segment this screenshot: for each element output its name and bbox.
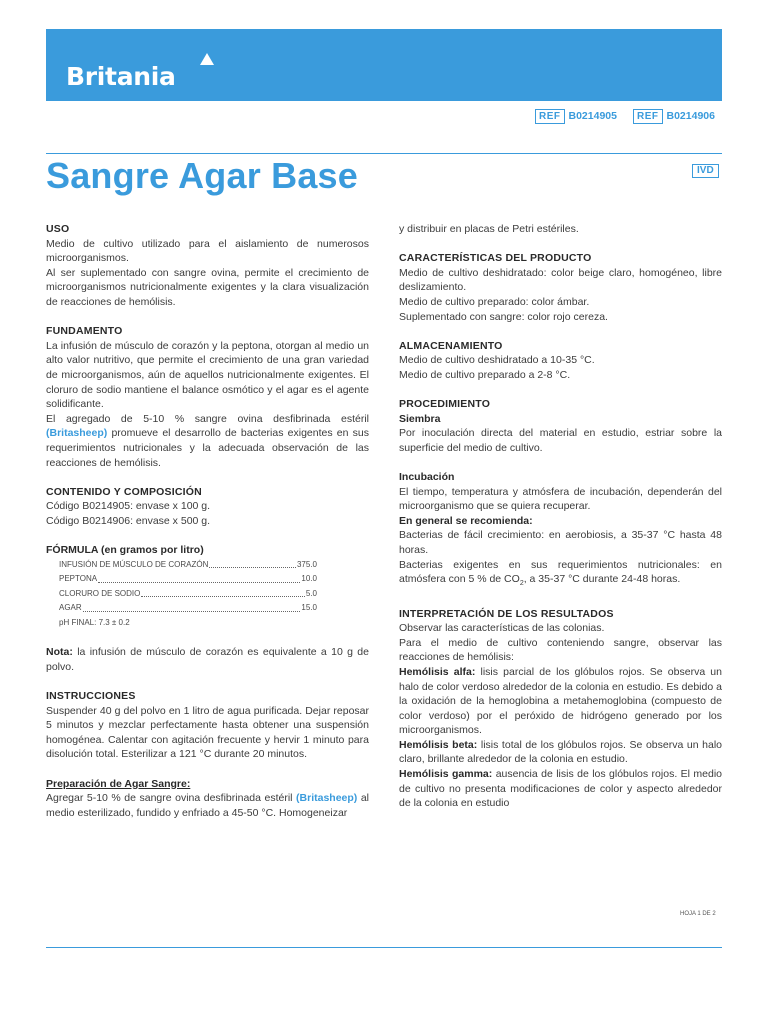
page-title: Sangre Agar Base <box>46 155 358 196</box>
formula-table <box>46 558 369 631</box>
formula-value: 375.0 <box>296 559 317 569</box>
section-title-almacenamiento: ALMACENAMIENTO <box>399 339 503 352</box>
formula-ingredient: CLORURO DE SODIO <box>59 588 141 598</box>
general-line-2 <box>399 558 722 592</box>
formula-ingredient: INFUSIÓN DE MÚSCULO DE CORAZÓN <box>59 559 209 569</box>
hemolisis-gamma <box>399 767 722 811</box>
section-title-uso: USO <box>46 223 70 235</box>
hemolisis-alfa <box>399 665 722 738</box>
general-line-2-end: , a 35-37 °C durante 24-48 horas. <box>523 573 681 586</box>
nota-paragraph <box>46 645 369 674</box>
siembra-paragraph: Por inoculación directa del material en estudio, estriar sobre la superficie del medio de cultivo. <box>399 427 722 454</box>
hemolisis-alfa-text: lisis parcial de los glóbulos rojos. Se observa un halo de color verdoso alrededor de la colonia en estudio. Es debido a la oxidación de la hemoglobina a metahemoglobina (compuesto de color verdoso) por el peróxido de hidrógeno generado por los microorganismos. <box>399 665 722 737</box>
logo-triangle-icon <box>200 53 214 65</box>
uso-paragraph-2: Al ser suplementado con sangre ovina, permite el crecimiento de microorganismos nutricionalmente exigentes y la clara visualización de reacciones de hemólisis. <box>46 266 369 308</box>
subsection-title-general: En general se recomienda: <box>399 514 533 527</box>
nota-label: Nota: <box>46 646 73 659</box>
general-line-2-text: Bacterias exigentes en sus requerimientos nutricionales: en atmósfera con 5 % de CO <box>399 558 722 586</box>
header-banner <box>46 29 722 101</box>
section-title-contenido: CONTENIDO Y COMPOSICIÓN <box>46 485 202 498</box>
ref-code-2 <box>633 108 715 124</box>
hemolisis-gamma-text: ausencia de lisis de los glóbulos rojos. El medio de cultivo no presenta modificaciones de color y aspecto alrededor de la colonia en estudio <box>399 768 722 810</box>
caracteristicas-line-1: Medio de cultivo deshidratado: color beige claro, homogéneo, libre deslizamiento. <box>399 266 722 294</box>
hemolisis-beta <box>399 738 722 767</box>
section-title-instrucciones: INSTRUCCIONES <box>46 690 136 702</box>
formula-ingredient: PEPTONA <box>59 574 98 584</box>
preparacion-title: Preparación de Agar Sangre: <box>46 777 191 790</box>
preparacion-text: Agregar 5-10 % de sangre ovina desfibrinada estéril <box>46 792 297 805</box>
ref-label: REF <box>633 109 663 124</box>
fundamento-text: El agregado de 5-10 % sangre ovina desfibrinada estéril <box>46 412 369 425</box>
caracteristicas-line-3: Suplementado con sangre: color rojo cereza. <box>399 310 608 323</box>
formula-ph: pH FINAL: 7.3 ± 0.2 <box>59 618 130 628</box>
formula-value: 10.0 <box>301 574 317 584</box>
uso-paragraph-1: Medio de cultivo utilizado para el aislamiento de numerosos microorganismos. <box>46 237 369 265</box>
ref-label: REF <box>535 109 565 124</box>
footer-divider <box>46 947 722 948</box>
hemolisis-beta-text: lisis total de los glóbulos rojos. Se observa un halo claro, brillante alrededor de la colonia en estudio. <box>399 738 723 766</box>
section-title-interpretacion: INTERPRETACIÓN DE LOS RESULTADOS <box>399 607 614 620</box>
section-title-fundamento: FUNDAMENTO <box>46 325 123 338</box>
section-title-formula: FÓRMULA (en gramos por litro) <box>46 544 204 557</box>
interpretacion-line-1: Observar las características de las colonias. <box>399 622 605 635</box>
hemolisis-gamma-label: Hemólisis gamma: <box>399 768 493 781</box>
contenido-line-2: Código B0214906: envase x 500 g. <box>46 514 211 527</box>
nota-text: la infusión de músculo de corazón es equivalente a 10 g de polvo. <box>46 646 369 673</box>
britasheep-highlight: (Britasheep) <box>296 792 358 805</box>
ref-code-1 <box>535 108 617 124</box>
hemolisis-beta-label: Hemólisis beta: <box>399 738 478 751</box>
formula-row <box>59 601 317 616</box>
section-title-caracteristicas: CARACTERÍSTICAS DEL PRODUCTO <box>399 252 592 265</box>
britasheep-highlight: (Britasheep) <box>46 427 108 440</box>
formula-value: 5.0 <box>305 588 317 598</box>
page-number: HOJA 1 DE 2 <box>680 911 716 917</box>
preparacion-paragraph <box>46 791 369 820</box>
almacenamiento-line-2: Medio de cultivo preparado a 2-8 °C. <box>399 368 571 381</box>
almacenamiento-line-1: Medio de cultivo deshidratado a 10-35 °C. <box>399 354 595 367</box>
fundamento-paragraph-2 <box>46 412 369 470</box>
subsection-title-siembra: Siembra <box>399 412 441 425</box>
fundamento-text-end: promueve el desarrollo de bacterias exigentes en sus requerimientos nutricionales y la adecuada observación de las reacciones de hemólisis. <box>46 427 369 469</box>
ref-code-value: B0214905 <box>568 110 617 122</box>
continuation-text: y distribuir en placas de Petri estériles. <box>399 223 579 235</box>
section-title-procedimiento: PROCEDIMIENTO <box>399 398 491 411</box>
brand-logo-text: Britania <box>66 62 176 91</box>
co2-subscript: 2 <box>519 580 524 588</box>
formula-row <box>59 587 317 602</box>
contenido-line-1: Código B0214905: envase x 100 g. <box>46 500 211 513</box>
ivd-badge: IVD <box>692 164 719 178</box>
formula-ingredient: AGAR <box>59 603 82 613</box>
hemolisis-alfa-label: Hemólisis alfa: <box>399 665 476 678</box>
preparacion-text-end: al medio esterilizado, fundido y enfriado a 45-50 °C. Homogeneizar <box>46 792 369 819</box>
ref-code-value: B0214906 <box>666 110 715 122</box>
fundamento-paragraph-1: La infusión de músculo de corazón y la peptona, otorgan al medio un alto valor nutritivo, que permite el crecimiento de una gran variedad de microorganismos, aún de aquellos nutricionalmente exigentes. El cloruro de sodio mantiene el balance osmótico y el agar es el agente solidificante. <box>46 339 369 411</box>
instrucciones-paragraph: Suspender 40 g del polvo en 1 litro de agua purificada. Dejar reposar 5 minutos y mezclar perfectamente hasta obtener una suspensión homogénea. Calentar con agitación frecuente y hervir 1 minuto para disolución total. Esterilizar a 121 °C durante 20 minutos. <box>46 704 369 761</box>
brand-logo <box>66 62 176 91</box>
formula-row <box>59 558 317 573</box>
formula-row <box>59 572 317 587</box>
left-column <box>46 222 369 820</box>
interpretacion-line-2: Para el medio de cultivo conteniendo sangre, observar las reacciones de hemólisis: <box>399 636 722 664</box>
subsection-title-incubacion: Incubación <box>399 471 455 484</box>
incubacion-paragraph: El tiempo, temperatura y atmósfera de incubación, dependerán del microorganismo que se quiera recuperar. <box>399 485 722 513</box>
formula-value: 15.0 <box>301 603 317 613</box>
right-column <box>399 222 722 811</box>
general-line-1: Bacterias de fácil crecimiento: en aerobiosis, a 35-37 °C hasta 48 horas. <box>399 529 722 557</box>
caracteristicas-line-2: Medio de cultivo preparado: color ámbar. <box>399 295 590 308</box>
